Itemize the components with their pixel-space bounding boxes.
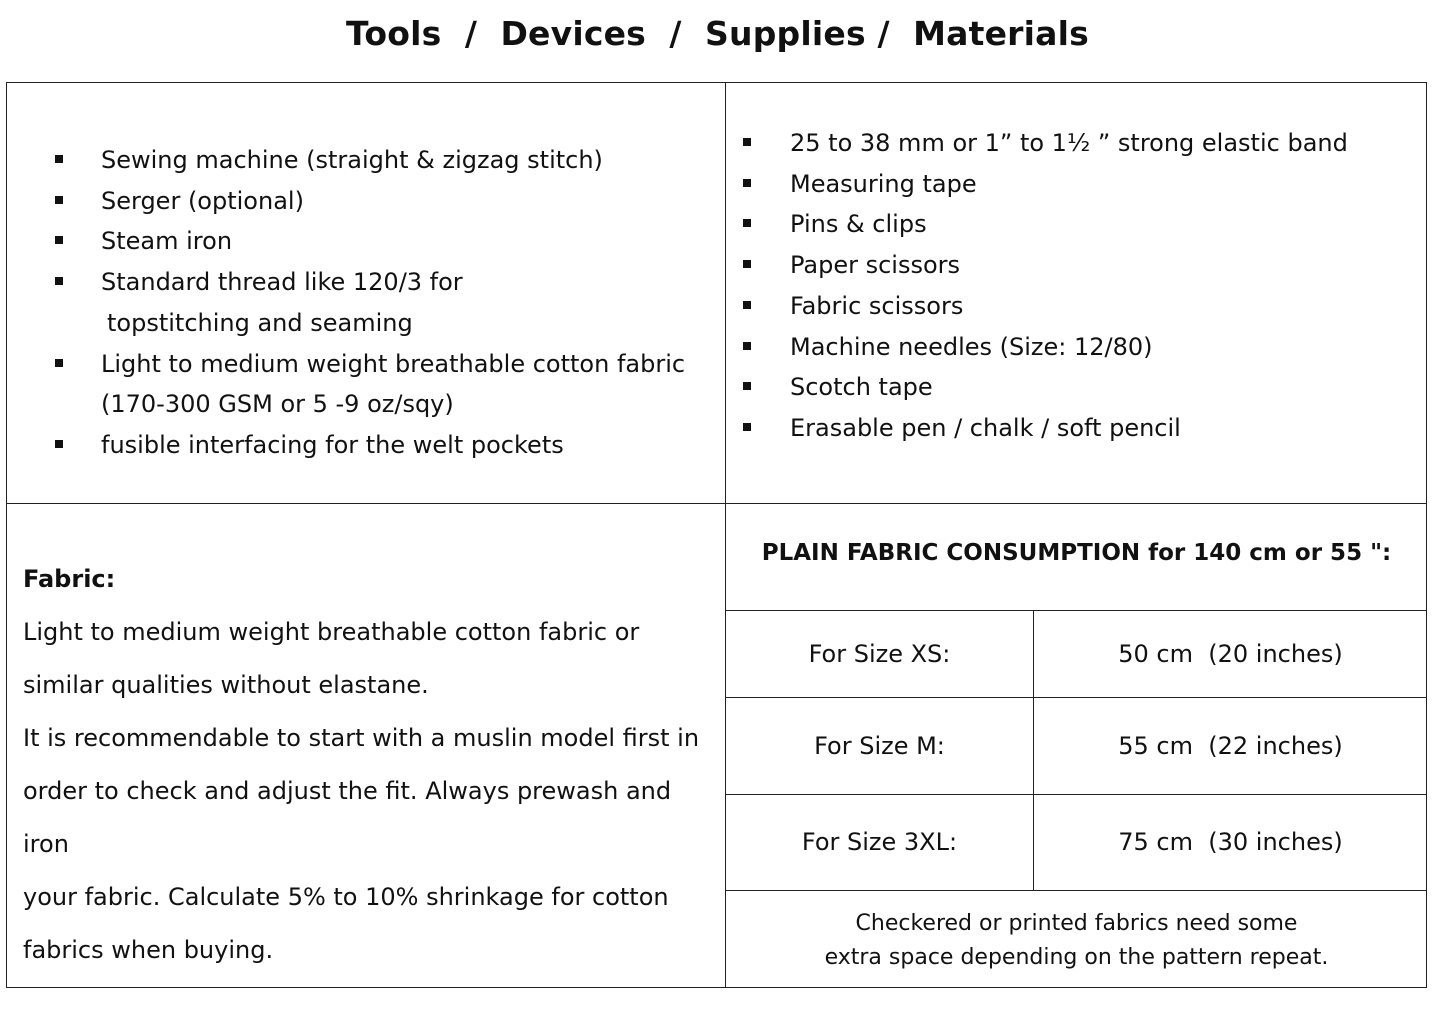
list-item-text: Sewing machine (straight & zigzag stitch) — [101, 146, 603, 174]
list-item — [101, 344, 711, 425]
list-item — [790, 123, 1420, 164]
square-bullet-icon — [55, 440, 63, 448]
tools-list — [101, 140, 711, 466]
note-line: extra space depending on the pattern repeat. — [824, 945, 1329, 970]
list-item-text: Paper scissors — [790, 251, 961, 280]
size-label: For Size 3XL: — [801, 828, 958, 856]
list-item-text: Serger (optional) — [101, 186, 304, 215]
consumption-header-divider — [725, 610, 1427, 611]
list-item-text: Fabric scissors — [790, 291, 964, 320]
row-divider — [6, 503, 1427, 504]
fabric-text-line: your fabric. Calculate 5% to 10% shrinkage for cotton — [23, 883, 669, 911]
list-item — [790, 367, 1420, 408]
fabric-description — [23, 553, 723, 977]
square-bullet-icon — [55, 236, 63, 244]
square-bullet-icon — [743, 342, 751, 350]
square-bullet-icon — [55, 277, 63, 285]
square-bullet-icon — [743, 260, 751, 268]
list-item — [101, 262, 711, 343]
size-value: 55 cm (22 inches) — [1118, 732, 1343, 760]
square-bullet-icon — [743, 179, 751, 187]
square-bullet-icon — [743, 219, 751, 227]
fabric-text-line: It is recommendable to start with a muslin model first in — [23, 724, 700, 752]
list-item — [790, 327, 1420, 368]
fabric-heading: Fabric: — [23, 565, 116, 593]
list-item-text: Erasable pen / chalk / soft pencil — [790, 413, 1181, 442]
list-item-text-continued: (170-300 GSM or 5 -9 oz/sqy) — [101, 390, 454, 419]
list-item — [790, 286, 1420, 327]
supplies-list — [790, 123, 1420, 449]
note-line: Checkered or printed fabrics need some — [855, 911, 1298, 936]
list-item-text: Standard thread like 120/3 for — [101, 268, 463, 297]
fabric-text-line: fabrics when buying. — [23, 936, 274, 964]
list-item — [790, 408, 1420, 449]
list-item-text: fusible interfacing for the welt pockets — [101, 430, 564, 459]
size-row-divider — [725, 890, 1427, 891]
size-row-divider — [725, 794, 1427, 795]
square-bullet-icon — [743, 382, 751, 390]
size-value: 50 cm (20 inches) — [1118, 640, 1343, 668]
list-item-text: Machine needles (Size: 12/80) — [790, 332, 1153, 361]
square-bullet-icon — [55, 196, 63, 204]
square-bullet-icon — [743, 423, 751, 431]
square-bullet-icon — [743, 138, 751, 146]
list-item — [101, 221, 711, 262]
square-bullet-icon — [55, 359, 63, 367]
page-title: Tools / Devices / Supplies / Materials — [346, 14, 1089, 53]
pattern-repeat-note — [726, 907, 1427, 975]
list-item-text: Light to medium weight breathable cotton fabric — [101, 349, 686, 378]
size-value: 75 cm (30 inches) — [1118, 828, 1343, 856]
list-item — [790, 245, 1420, 286]
list-item-text: Scotch tape — [790, 373, 933, 402]
square-bullet-icon — [55, 155, 63, 163]
size-label: For Size M: — [814, 732, 945, 760]
list-item — [101, 181, 711, 222]
list-item-text: Pins & clips — [790, 210, 927, 239]
list-item — [790, 204, 1420, 245]
list-item — [101, 140, 711, 181]
list-item-text: Steam iron — [101, 227, 233, 256]
list-item-text: 25 to 38 mm or 1” to 1½ ” strong elastic band — [790, 129, 1348, 157]
fabric-text-line: Light to medium weight breathable cotton fabric or — [23, 618, 640, 646]
consumption-title: PLAIN FABRIC CONSUMPTION for 140 cm or 55 ": — [761, 540, 1392, 566]
list-item — [790, 164, 1420, 205]
fabric-text-line: similar qualities without elastane. — [23, 671, 429, 699]
list-item-text-continued: topstitching and seaming — [107, 308, 413, 337]
list-item-text: Measuring tape — [790, 169, 977, 198]
size-label: For Size XS: — [808, 640, 951, 668]
fabric-text-line: order to check and adjust the fit. Always prewash and iron — [23, 777, 672, 858]
square-bullet-icon — [743, 301, 751, 309]
list-item — [101, 425, 711, 466]
size-row-divider — [725, 697, 1427, 698]
